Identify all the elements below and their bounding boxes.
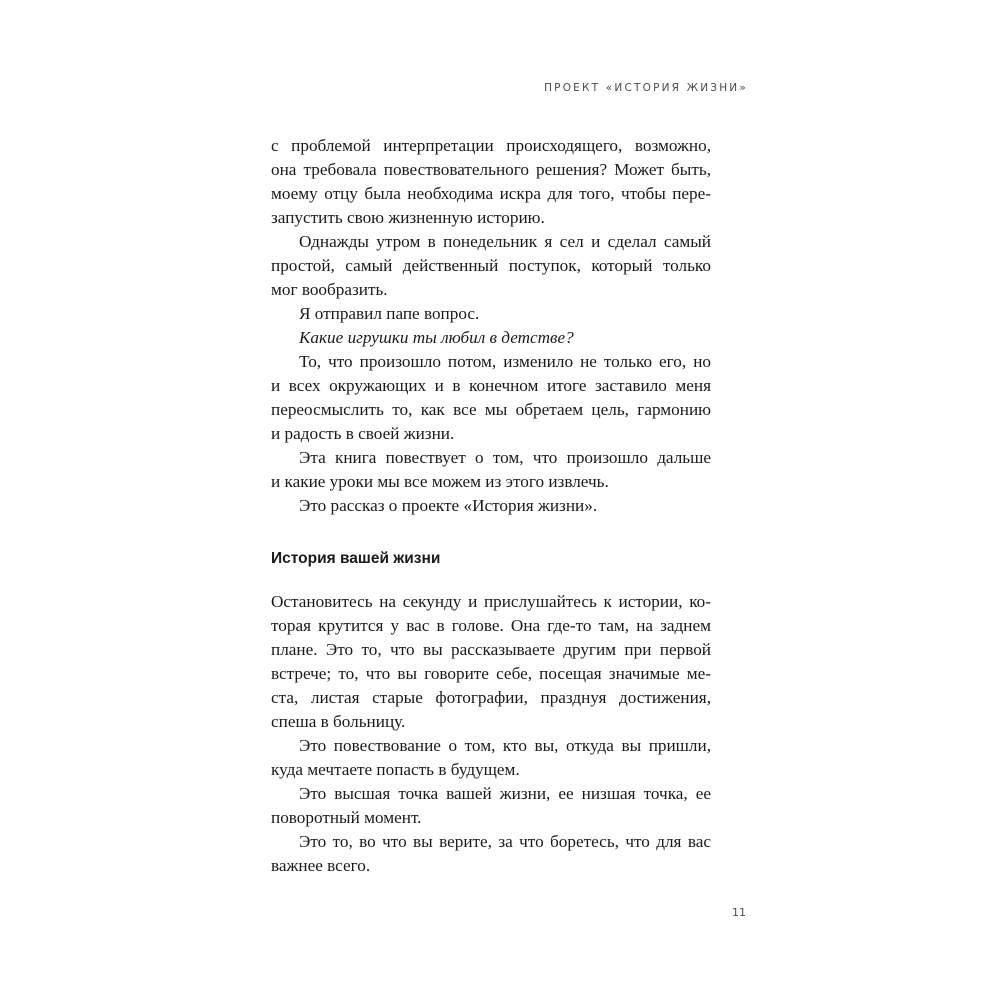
text-line: моему отцу была необходима искра для того, чтобы пере- (271, 184, 711, 203)
text-line: Это высшая точка вашей жизни, ее низшая точка, ее (299, 784, 711, 803)
running-head: ПРОЕКТ «ИСТОРИЯ ЖИЗНИ» (544, 82, 748, 94)
section-paragraphs (271, 590, 711, 878)
text-line: Эта книга повествует о том, что произошло дальше (299, 448, 711, 467)
text-line: простой, самый действенный поступок, который только (271, 256, 711, 275)
text-line: Это то, во что вы верите, за что боретесь, что для вас (299, 832, 711, 851)
text-line: запустить свою жизненную историю. (271, 208, 545, 227)
section-heading: История вашей жизни (271, 550, 441, 567)
text-line: с проблемой интерпретации происходящего, возможно, (271, 136, 711, 155)
text-line: и какие уроки мы все можем из этого извлечь. (271, 472, 609, 491)
intro-paragraphs (271, 134, 711, 518)
text-line: мог вообразить. (271, 280, 388, 299)
text-line: спеша в больницу. (271, 712, 406, 731)
text-line: торая крутится у вас в голове. Она где-то там, на заднем (271, 616, 711, 635)
italic-question-line: Какие игрушки ты любил в детстве? (299, 328, 574, 347)
text-line: и радость в своей жизни. (271, 424, 455, 443)
text-line: Остановитесь на секунду и прислушайтесь к истории, ко- (271, 592, 711, 611)
text-line: поворотный момент. (271, 808, 422, 827)
text-line: и всех окружающих и в конечном итоге заставило меня (271, 376, 711, 395)
text-line: она требовала повествовательного решения? Может быть, (271, 160, 711, 179)
text-line: Это повествование о том, кто вы, откуда вы пришли, (299, 736, 711, 755)
text-line: переосмыслить то, как все мы обретаем цель, гармонию (271, 400, 711, 419)
text-line: То, что произошло потом, изменило не только его, но (299, 352, 711, 371)
text-line: куда мечтаете попасть в будущем. (271, 760, 520, 779)
text-line: встрече; то, что вы говорите себе, посещая значимые ме- (271, 664, 711, 683)
text-line: ста, листая старые фотографии, празднуя достижения, (271, 688, 711, 707)
text-line: Я отправил папе вопрос. (299, 304, 480, 323)
text-line: плане. Это то, что вы рассказываете другим при первой (271, 640, 711, 659)
text-line: важнее всего. (271, 856, 371, 875)
page-number: 11 (732, 906, 746, 919)
text-line: Однажды утром в понедельник я сел и сделал самый (299, 232, 711, 251)
text-line: Это рассказ о проекте «История жизни». (299, 496, 598, 515)
